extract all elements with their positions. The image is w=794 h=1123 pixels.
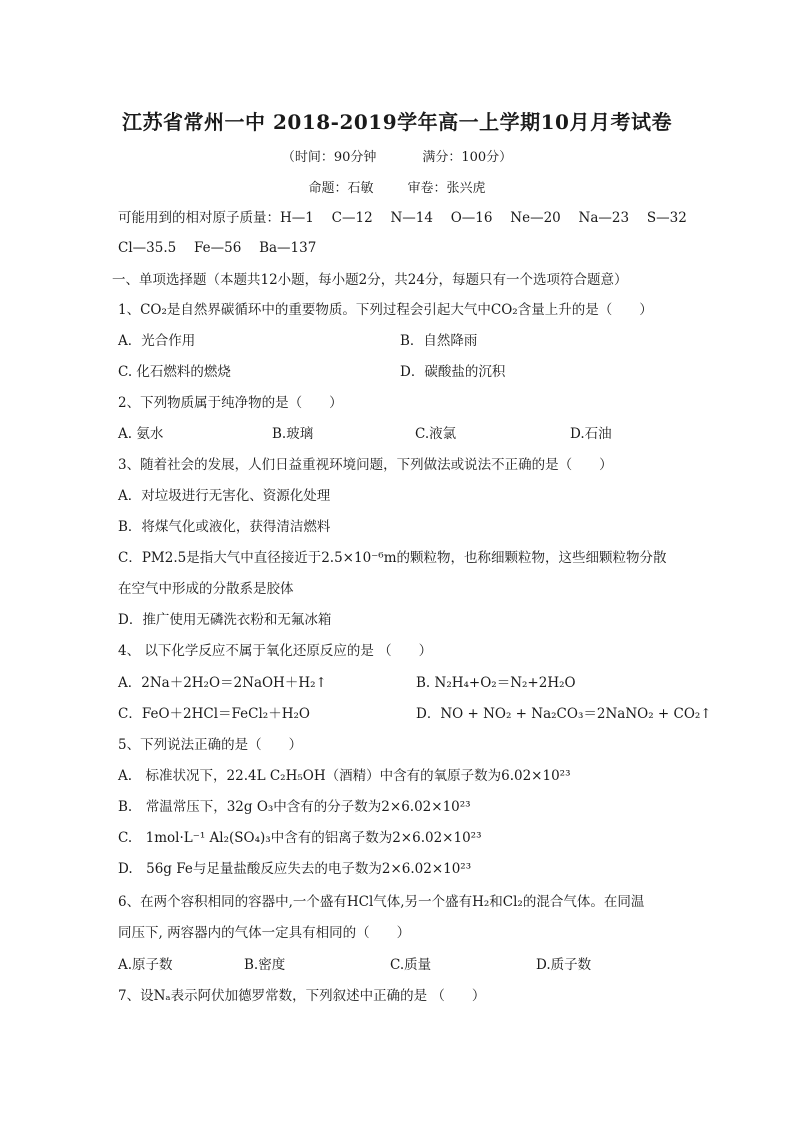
q4-option-a: A．2Na＋2H₂O＝2NaOH＋H₂↑ bbox=[118, 675, 327, 691]
q3-option-d: D．推广使用无磷洗衣粉和无氟冰箱 bbox=[118, 612, 332, 628]
q1-option-c: C. 化石燃料的燃烧 bbox=[118, 364, 231, 380]
question-setter: 命题：石敏 bbox=[308, 181, 374, 196]
reviewer: 审卷：张兴虎 bbox=[407, 181, 486, 196]
q5-option-c: C. 1mol·L⁻¹ Al₂(SO₄)₃中含有的铝离子数为2×6.02×10²³ bbox=[118, 830, 482, 846]
section-heading: 一、单项选择题（本题共12小题，每小题2分，共24分，每题只有一个选项符合题意） bbox=[112, 272, 628, 288]
q5-option-a: A. 标准状况下，22.4L C₂H₅OH（酒精）中含有的氧原子数为6.02×10²³ bbox=[118, 768, 571, 784]
exam-authors bbox=[0, 177, 794, 196]
q4-option-c: C．FeO＋2HCl＝FeCl₂＋H₂O bbox=[118, 706, 310, 722]
exam-time: （时间：90分钟 bbox=[281, 150, 377, 165]
q5-option-b: B. 常温常压下，32g O₃中含有的分子数为2×6.02×10²³ bbox=[118, 799, 471, 815]
q1-option-b: B．自然降雨 bbox=[400, 333, 478, 349]
q4-option-b: B. N₂H₄+O₂＝N₂+2H₂O bbox=[416, 675, 576, 691]
q3-option-c: C．PM2.5是指大气中直径接近于2.5×10⁻⁶m的颗粒物，也称细颗粒物，这些细颗粒物分散 bbox=[118, 550, 667, 566]
q4-stem: 4、 以下化学反应不属于氧化还原反应的是 （ ） bbox=[118, 643, 433, 659]
q6-stem-continued: 同压下, 两容器内的气体一定具有相同的（ ） bbox=[118, 925, 411, 941]
q6-stem: 6、在两个容积相同的容器中,一个盛有HCl气体,另一个盛有H₂和Cl₂的混合气体。在同温 bbox=[118, 894, 645, 910]
q1-option-a: A．光合作用 bbox=[118, 333, 196, 349]
q3-option-b: B．将煤气化或液化，获得清洁燃料 bbox=[118, 519, 331, 535]
q2-option-d: D.石油 bbox=[570, 426, 612, 442]
q6-option-b: B.密度 bbox=[244, 957, 286, 973]
q2-stem: 2、下列物质属于纯净物的是（ ） bbox=[118, 395, 343, 411]
q7-stem: 7、设Nₐ表示阿伏加德罗常数，下列叙述中正确的是 （ ） bbox=[118, 988, 486, 1004]
q6-option-d: D.质子数 bbox=[536, 957, 592, 973]
q6-option-c: C.质量 bbox=[390, 957, 432, 973]
q3-option-c-continued: 在空气中形成的分散系是胶体 bbox=[118, 581, 294, 597]
q3-stem: 3、随着社会的发展，人们日益重视环境问题，下列做法或说法不正确的是（ ） bbox=[118, 457, 613, 473]
q2-option-a: A. 氨水 bbox=[118, 426, 164, 442]
q1-option-d: D．碳酸盐的沉积 bbox=[400, 364, 506, 380]
exam-info bbox=[0, 146, 794, 165]
atomic-masses-line-1: 可能用到的相对原子质量：H—1 C—12 N—14 O—16 Ne—20 Na—23 S—32 bbox=[118, 210, 687, 226]
q2-option-b: B.玻璃 bbox=[272, 426, 314, 442]
q3-option-a: A．对垃圾进行无害化、资源化处理 bbox=[118, 488, 331, 504]
exam-score: 满分：100分） bbox=[422, 150, 513, 165]
q2-option-c: C.液氯 bbox=[415, 426, 457, 442]
q4-option-d: D．NO + NO₂ + Na₂CO₃＝2NaNO₂ + CO₂↑ bbox=[416, 706, 712, 722]
atomic-masses-line-2: Cl—35.5 Fe—56 Ba—137 bbox=[118, 240, 317, 256]
q1-stem: 1、CO₂是自然界碳循环中的重要物质。下列过程会引起大气中CO₂含量上升的是（ ） bbox=[118, 302, 653, 318]
q5-stem: 5、下列说法正确的是（ ） bbox=[118, 737, 303, 753]
q6-option-a: A.原子数 bbox=[118, 957, 173, 973]
q5-option-d: D. 56g Fe与足量盐酸反应失去的电子数为2×6.02×10²³ bbox=[118, 861, 472, 877]
page-title: 江苏省常州一中 2018-2019学年高一上学期10月月考试卷 bbox=[122, 110, 672, 134]
